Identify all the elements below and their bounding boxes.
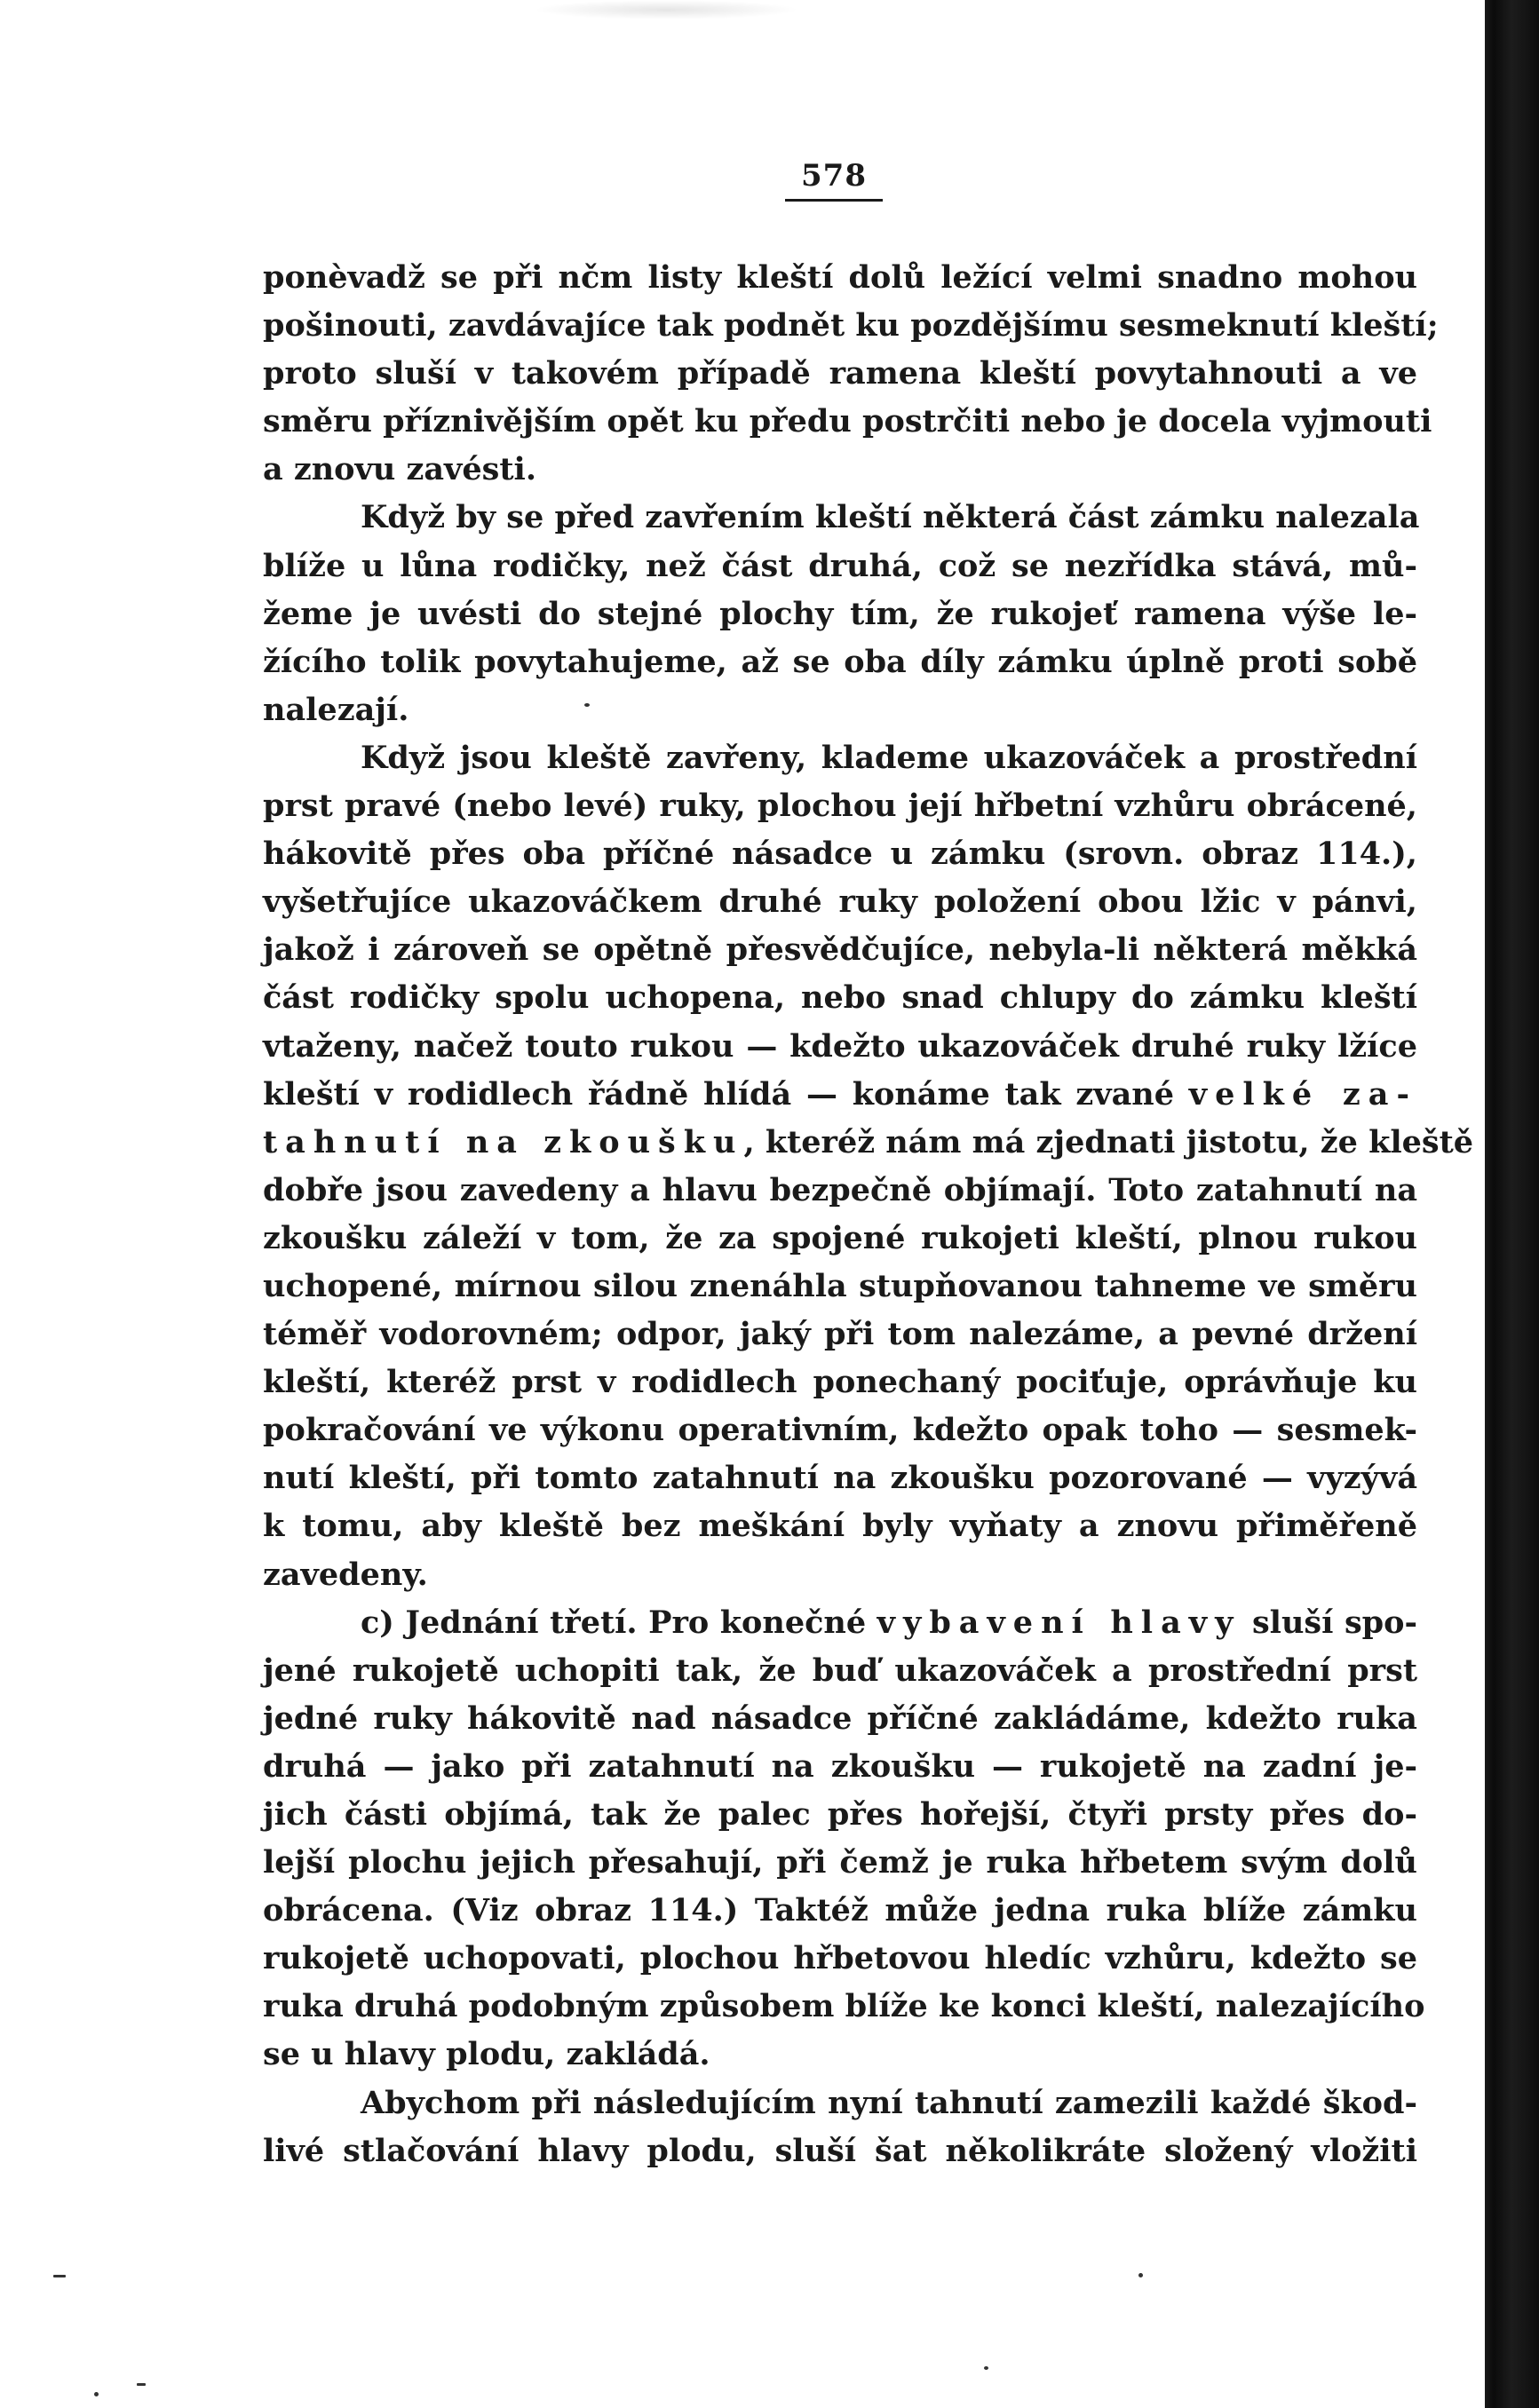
text-line: žícího tolik povytahujeme, až se oba díly zámku úplně proti sobě (263, 643, 1417, 680)
text-line: zkoušku záleží v tom, že za spojené rukojeti kleští, plnou rukou (263, 1219, 1417, 1256)
scan-speck (53, 2275, 66, 2277)
text-line: druhá — jako při zatahnutí na zkoušku — rukojetě na zadní je- (263, 1747, 1417, 1785)
spaced-emphasis: vybavení hlavy (877, 1604, 1242, 1641)
scan-smudge (533, 0, 799, 20)
text-line: Když by se před zavřením kleští některá část zámku nalezala (361, 499, 1420, 536)
text-line: k tomu, aby kleště bez meškání byly vyňaty a znovu přiměřeně (263, 1508, 1417, 1545)
text-line: kleští, kteréž prst v rodidlech ponechaný pociťuje, oprávňuje ku (263, 1364, 1417, 1401)
text-line (263, 1071, 1417, 1119)
text-line: ponèvadž se při nčm listy kleští dolů ležící velmi snadno mohou (263, 259, 1417, 296)
text-run: c) Jednání třetí. Pro konečné (361, 1604, 867, 1641)
text-line: jené rukojetě uchopiti tak, že buď ukazováček a prostřední prst (263, 1652, 1417, 1689)
scan-speck (984, 2366, 988, 2370)
text-line: uchopené, mírnou silou znenáhla stupňovanou tahneme ve směru (263, 1267, 1417, 1304)
text-line: nutí kleští, při tomto zatahnutí na zkoušku pozorované — vyzývá (263, 1460, 1417, 1497)
text-line: Když jsou kleště zavřeny, klademe ukazováček a prostřední (361, 739, 1417, 776)
text-line: prst pravé (nebo levé) ruky, plochou její hřbetní vzhůru obrácené, (263, 788, 1417, 825)
text-line: jich části objímá, tak že palec přes hořejší, čtyři prsty přes do- (263, 1796, 1417, 1833)
text-line: směru příznivějším opět ku předu postrčiti nebo je docela vyjmouti (263, 403, 1432, 440)
text-line: a znovu zavésti. (263, 451, 537, 488)
scan-speck (94, 2392, 99, 2396)
text-line: se u hlavy plodu, zakládá. (263, 2036, 710, 2073)
text-line: část rodičky spolu uchopena, nebo snad chlupy do zámku kleští (263, 979, 1417, 1017)
text-line (263, 1599, 1417, 1647)
text-line: žeme je uvésti do stejné plochy tím, že rukojeť ramena výše le- (263, 595, 1417, 632)
text-line: jakož i zároveň se opětně přesvědčujíce, nebyla-li některá měkká (263, 931, 1417, 969)
scan-speck (1138, 2273, 1143, 2277)
scan-speck (584, 703, 590, 707)
text-line: livé stlačování hlavy plodu, sluší šat několikráte složený vložiti (263, 2132, 1417, 2169)
page-number-rule (785, 199, 883, 202)
text-line: vyšetřujíce ukazováčkem druhé ruky položení obou lžic v pánvi, (263, 883, 1417, 921)
text-line: téměř vodorovném; odpor, jaký při tom nalezáme, a pevné držení (263, 1316, 1417, 1353)
text-line: nalezají. (263, 691, 409, 728)
text-line: hákovitě přes oba příčné násadce u zámku (srovn. obraz 114.), (263, 836, 1417, 873)
text-line: pošinouti, zavdávajíce tak podnět ku pozdějšímu sesmeknutí kleští; (263, 307, 1439, 345)
text-line: Abychom při následujícím nyní tahnutí zamezili každé škod- (361, 2084, 1417, 2121)
text-run: sluší spo- (1251, 1604, 1417, 1641)
text-line: dobře jsou zavedeny a hlavu bezpečně objímají. Toto zatahnutí na (263, 1171, 1417, 1208)
text-line: ruka druhá podobným způsobem blíže ke konci kleští, nalezajícího (263, 1988, 1425, 2025)
scan-speck (137, 2383, 146, 2386)
page-number: 578 (801, 158, 867, 194)
text-run: , kteréž nám má zjednati jistotu, že kleště (743, 1123, 1474, 1160)
text-line: obrácena. (Viz obraz 114.) Taktéž může jedna ruka blíže zámku (263, 1892, 1417, 1929)
text-line: lejší plochu jejich přesahují, při čemž je ruka hřbetem svým dolů (263, 1844, 1417, 1881)
text-run: kleští v rodidlech řádně hlídá — konáme tak zvané (263, 1075, 1174, 1113)
text-line: pokračování ve výkonu operativním, kdežto opak toho — sesmek- (263, 1412, 1417, 1449)
spaced-emphasis: tahnutí na zkoušku (263, 1123, 744, 1160)
text-line: proto sluší v takovém případě ramena kleští povytahnouti a ve (263, 355, 1417, 392)
text-line: rukojetě uchopovati, plochou hřbetovou hledíc vzhůru, kdežto se (263, 1940, 1417, 1977)
spaced-emphasis: velké za- (1188, 1075, 1417, 1113)
text-line (263, 1119, 1474, 1167)
scan-dark-edge (1485, 0, 1539, 2408)
text-line: zavedeny. (263, 1556, 428, 1593)
text-line: vtaženy, načež touto rukou — kdežto ukazováček druhé ruky lžíce (263, 1027, 1417, 1065)
body-text (263, 254, 1474, 2175)
text-line: blíže u lůna rodičky, než část druhá, což se nezřídka stává, mů- (263, 547, 1417, 584)
text-line: jedné ruky hákovitě nad násadce příčné zakládáme, kdežto ruka (263, 1699, 1417, 1737)
